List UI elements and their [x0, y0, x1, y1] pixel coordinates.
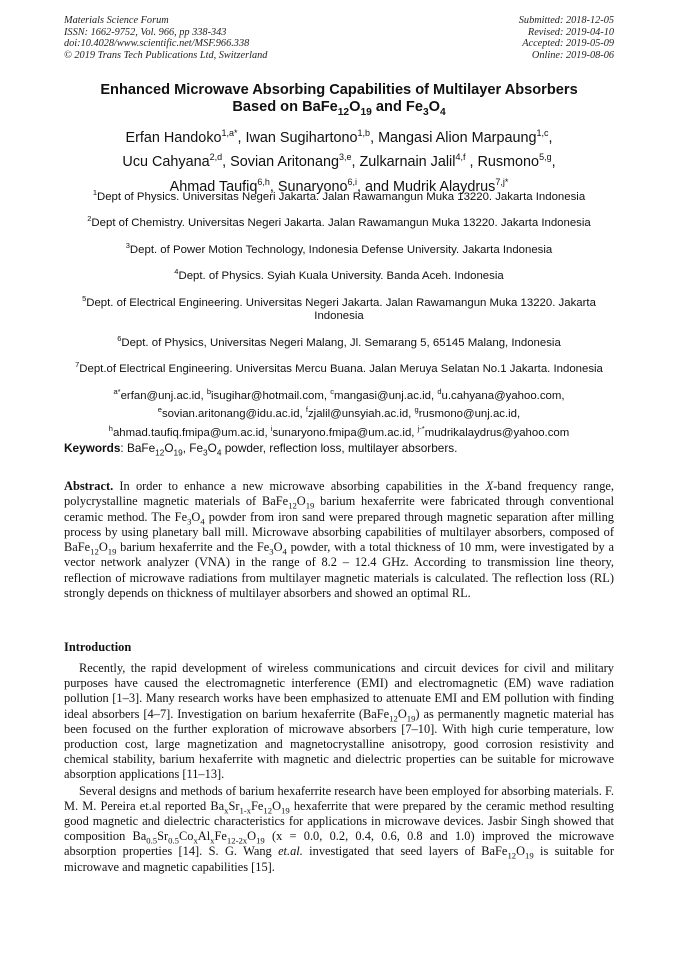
author-name: Ahmad Taufiq: [169, 178, 258, 195]
date-revised: Revised: 2019-04-10: [527, 26, 614, 38]
keywords-label: Keywords: [64, 441, 121, 455]
paragraph: Recently, the rapid development of wireless communications and circuit devices for civil and military purposes have caused the electromagnetic interference (EMI) and electromagnetic (EM) wave radiation pollution [1–3]. Many research works have been emphasized to attenuate EMI and EM pollution with finding ideal absorbers [4–7]. Investigation on barium hexaferrite $(BaFe_{12}O_{19})$ as permanently magnetic material has been focused on the further exploration of microwave absorbers [7–10]. With high curie temperature, low production cost, large magnetization and magnetocrystalline anisotropy, good corrosion resistivity and chemical stability, barium hexaferrite with magnetic and dielectric properties can be suitable for microwave absorption applications [11–13].: [64, 661, 614, 782]
affiliation-2: $^2$Dept of Chemistry. Universitas Negeri Jakarta. Jalan Rawamangun Muka 13220. Jakarta Indonesia: [87, 214, 591, 230]
journal-info: [64, 15, 267, 61]
journal-name: Materials Science Forum: [64, 15, 169, 26]
section-heading-introduction: Introduction: [64, 640, 132, 654]
email-line-3: $^h$ahmad.taufiq.fmipa@um.ac.id, $^i$sunaryono.fmipa@um.ac.id, $^{j-*}$mudrikalaydrus@yahoo.com: [108, 423, 570, 439]
affiliations: [60, 186, 618, 440]
abstract: Abstract. In order to enhance a new microwave absorbing capabilities in the X-band frequency range, polycrystalline magnetic materials of $BaFe_{12}O_{19}$ barium hexaferrite were fabricated through conventional ceramic method. The $Fe_3O_4$ powder from iron sand were prepared through magnetic separation after milling process by using planetary ball mill. Microwave absorbing capabilities of multilayer absorbers, composed of $BaFe_{12}O_{19}$ barium hexaferrite and the $Fe_3O_4$ powder, with a total thickness of 10 mm, were investigated by a vector network analyzer (VNA) in the range of 8.2 – 12.4 GHz. According to transmission line theory, reflection of microwave radiations from multilayer magnetic materials is calculated. The reflection loss (RL) strongly depends on thickness of multilayer absorbers and showed an optimal RL.: [64, 479, 615, 601]
keywords: Keywords: $BaFe_{12}O_{19}$, $Fe_3O_4$ powder, reflection loss, multilayer absorbers.: [64, 441, 458, 458]
email-link[interactable]: zjalil@unsyiah.ac.id,: [307, 407, 415, 420]
author-line-1: Erfan Handoko$^{1,a*}$, Iwan Sugihartono$^{1,b}$, Mangasi Alion Marpaung$^{1,c}$,: [125, 128, 553, 146]
journal-doi[interactable]: doi:10.4028/www.scientific.net/MSF.966.338: [64, 38, 250, 49]
date-accepted: Accepted: 2019-05-09: [522, 38, 614, 49]
date-submitted: Submitted: 2018-12-05: [518, 15, 614, 26]
author-name: Zulkarnain Jalil: [359, 154, 456, 171]
affiliation-7: $^7$Dept.of Electrical Engineering. Universitas Mercu Buana. Jalan Meruya Selatan No.1 Jakarta. Indonesia: [75, 360, 603, 375]
email-link[interactable]: mangasi@unj.ac.id,: [333, 389, 438, 402]
author-name: Mangasi Alion Marpaung: [378, 129, 537, 146]
email-link[interactable]: rusmono@unj.ac.id,: [418, 407, 521, 420]
email-link[interactable]: isugihar@hotmail.com,: [211, 389, 331, 402]
author-line-2: Ucu Cahyana$^{2,d}$, Sovian Aritonang$^{3,e}$, Zulkarnain Jalil$^{4,f}$ , Rusmono$^{5,g}$,: [122, 152, 556, 171]
affiliation-1: $^1$Dept of Physics. Universitas Negeri Jakarta. Jalan Rawamangun Muka 13220. Jakarta Indonesia: [92, 188, 586, 203]
affiliation-3: $^3$Dept. of Power Motion Technology, Indonesia Defense University. Jakarta Indonesia: [125, 240, 553, 256]
introduction-body: [64, 661, 614, 875]
paragraph: Several designs and methods of barium hexaferrite research have been employed for absorbing materials. F. M. M. Pereira et.al reported $Ba_xSr_{1-x}Fe_{12}O_{19}$ hexaferrite that were prepared by the ceramic method resulting good magnetic and dielectric characteristics for applications in microwave devices. Jasbir Singh showed that composition $Ba_{0.5}Sr_{0.5}Co_xAl_xFe_{12-2x}O_{19}$ (x = 0.0, 0.2, 0.4, 0.6, 0.8 and 1.0) improved the microwave absorption properties [14]. S. G. Wang et.al. investigated that seed layers of $BaFe_{12}O_{19}$ is suitable for microwave and magnetic capabilities [15].: [64, 783, 614, 874]
author-name: Mudrik Alaydrus: [393, 178, 496, 195]
author-name: Iwan Sugihartono: [245, 129, 358, 146]
abstract-label: Abstract.: [64, 479, 114, 493]
author-name: Rusmono: [477, 154, 540, 171]
affiliation-4: $^4$Dept. of Physics. Syiah Kuala University. Banda Aceh. Indonesia: [174, 267, 504, 282]
email-link[interactable]: sunaryono.fmipa@um.ac.id,: [272, 426, 418, 439]
title-line-1: Enhanced Microwave Absorbing Capabilities of Multilayer Absorbers: [100, 82, 578, 98]
email-line-1: $^{a*}$erfan@unj.ac.id, $^b$isugihar@hotmail.com, $^c$mangasi@unj.ac.id, $^d$u.cahyana@yahoo.com,: [113, 386, 565, 402]
journal-copyright: © 2019 Trans Tech Publications Ltd, Switzerland: [64, 49, 268, 61]
affiliation-6: $^6$Dept. of Physics, Universitas Negeri Malang, Jl. Semarang 5, 65145 Malang, Indonesia: [117, 333, 561, 349]
author-line-3: Ahmad Taufiq$^{6,h}$, Sunaryono$^{6,i}$, and Mudrik Alaydrus$^{7,j*}$: [169, 176, 509, 195]
author-name: Sunaryono: [277, 178, 348, 195]
publication-dates: [519, 15, 614, 61]
email-link[interactable]: erfan@unj.ac.id,: [120, 389, 207, 402]
email-link[interactable]: u.cahyana@yahoo.com,: [441, 389, 565, 402]
paper-title: [50, 82, 628, 116]
email-link[interactable]: sovian.aritonang@idu.ac.id,: [161, 407, 306, 420]
author-name: Erfan Handoko: [125, 129, 222, 146]
date-online: Online: 2019-08-06: [531, 49, 614, 61]
email-link[interactable]: mudrikalaydrus@yahoo.com: [424, 426, 570, 439]
email-line-2: $^e$sovian.aritonang@idu.ac.id, $^f$zjalil@unsyiah.ac.id, $^g$rusmono@unj.ac.id,: [157, 405, 521, 420]
title-line-2: Based on $BaFe_{12}O_{19}$ and $Fe_3O_4$: [232, 99, 446, 118]
author-emails: [60, 385, 618, 441]
affiliation-5: $^5$Dept. of Electrical Engineering. Universitas Negeri Jakarta. Jalan Rawamangun Muka 13220. Jakarta Indonesia: [82, 293, 596, 323]
email-link[interactable]: ahmad.taufiq.fmipa@um.ac.id,: [112, 426, 271, 439]
author-name: Sovian Aritonang: [230, 154, 339, 171]
author-name: Ucu Cahyana: [122, 154, 210, 171]
journal-issn: ISSN: 1662-9752, Vol. 966, pp 338-343: [64, 26, 227, 38]
